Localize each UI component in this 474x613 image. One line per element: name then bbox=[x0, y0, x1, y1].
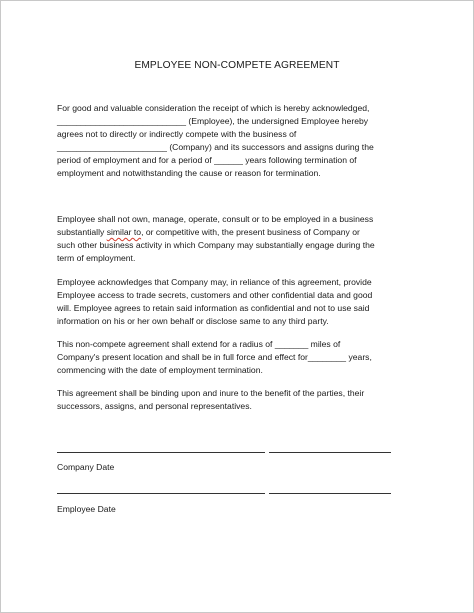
binding-paragraph bbox=[57, 387, 419, 413]
paragraph-line: Employee acknowledges that Company may, in reliance of this agreement, provide bbox=[57, 277, 372, 287]
employee-signature-line[interactable] bbox=[57, 493, 265, 494]
paragraph-line: will. Employee agrees to retain said information as confidential and not to use said bbox=[57, 303, 370, 314]
paragraph-line: ___________________________ (Employee), the undersigned Employee hereby bbox=[57, 116, 369, 127]
paragraph-line: Employee access to trade secrets, customers and other confidential data and good bbox=[57, 290, 373, 301]
paragraph-line: such other business activity in which Company may substantially engage during the bbox=[57, 240, 375, 251]
paragraph-line: information on his or her own behalf or disclose same to any third party. bbox=[57, 316, 329, 327]
employee-date-line[interactable] bbox=[269, 493, 391, 494]
company-date-label: Company Date bbox=[57, 462, 115, 472]
paragraph-line: period of employment and for a period of ______ years following termination of bbox=[57, 155, 357, 166]
document-title: EMPLOYEE NON-COMPETE AGREEMENT bbox=[134, 60, 340, 71]
paragraph-line: agrees not to directly or indirectly compete with the business of bbox=[57, 129, 297, 140]
paragraph-line: employment and notwithstanding the cause or reason for termination. bbox=[57, 168, 321, 179]
company-date-line[interactable] bbox=[269, 452, 391, 453]
non-compete-scope-paragraph bbox=[57, 213, 419, 265]
paragraph-line: substantially similar to, or competitive with, the present business of Company or bbox=[57, 227, 360, 238]
paragraph-line: successors, assigns, and personal representatives. bbox=[57, 401, 252, 412]
paragraph-line: Employee shall not own, manage, operate, consult or to be employed in a business bbox=[57, 214, 374, 224]
paragraph-line: This agreement shall be binding upon and inure to the benefit of the parties, their bbox=[57, 388, 365, 398]
paragraph-line: Company's present location and shall be in full force and effect for________ years, bbox=[57, 352, 372, 363]
spellcheck-flagged-text[interactable]: similar to bbox=[106, 227, 142, 238]
confidentiality-paragraph bbox=[57, 276, 419, 328]
paragraph-line: For good and valuable consideration the receipt of which is hereby acknowledged, bbox=[57, 103, 370, 113]
company-signature-line[interactable] bbox=[57, 452, 265, 453]
paragraph-line: This non-compete agreement shall extend for a radius of _______ miles of bbox=[57, 339, 341, 349]
paragraph-line: term of employment. bbox=[57, 253, 136, 264]
paragraph-line: _______________________ (Company) and its successors and assigns during the bbox=[57, 142, 374, 153]
employee-date-label: Employee Date bbox=[57, 504, 116, 514]
paragraph-line: commencing with the date of employment termination. bbox=[57, 365, 263, 376]
radius-duration-paragraph bbox=[57, 338, 419, 377]
consideration-paragraph bbox=[57, 102, 419, 181]
